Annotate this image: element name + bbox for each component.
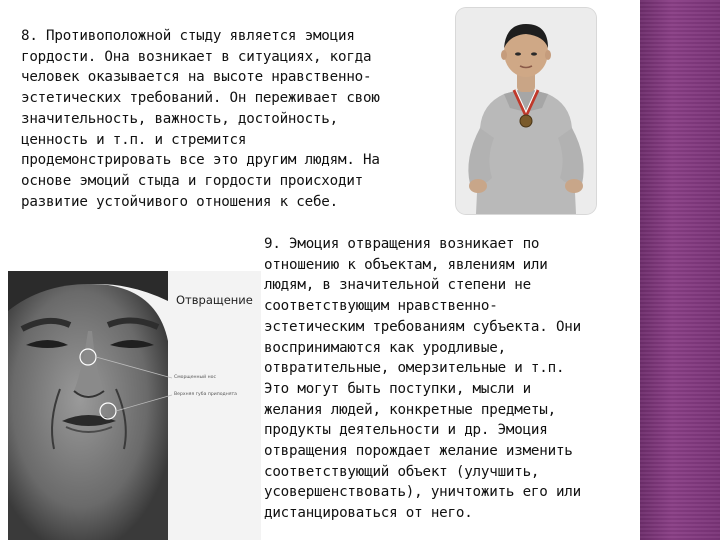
disgust-face-photo bbox=[8, 271, 261, 540]
proud-boy-illustration bbox=[456, 8, 596, 214]
disgust-face-illustration bbox=[8, 271, 261, 540]
decorative-side-band bbox=[640, 0, 720, 540]
face-note-lip: Верхняя губа приподнята bbox=[174, 392, 237, 397]
face-note-nose: Сморщенный нос bbox=[174, 375, 216, 380]
paragraph-pride: 8. Противоположной стыду является эмоция гордости. Она возникает в ситуациях, когда человек оказывается на высоте нравственно- эстетических требований. Он переживает свою значительность, важность, достойность, ценность и т.п. и стремится продемонстрировать все это другим людям. На основе эмоций стыда и гордости происходит развитие устойчивого отношения к себе. bbox=[21, 28, 380, 210]
face-title: Отвращение bbox=[176, 293, 253, 307]
paragraph-disgust: 9. Эмоция отвращения возникает по отношению к объектам, явлениям или людям, в значительной степени не соответствующим нравственно- эстетическим требованиям субъекта. Они воспринимаются как уродливые, отвратительные, омерзительные и т.п. Это могут быть поступки, мысли и желания людей, конкретные предметы, продукты деятельности и др. Эмоция отвращения порождает желание изменить соответствующий объект (улучшить, усовершенствовать), уничтожить его или дистанцироваться от него. bbox=[264, 236, 581, 522]
proud-boy-photo bbox=[456, 8, 596, 214]
